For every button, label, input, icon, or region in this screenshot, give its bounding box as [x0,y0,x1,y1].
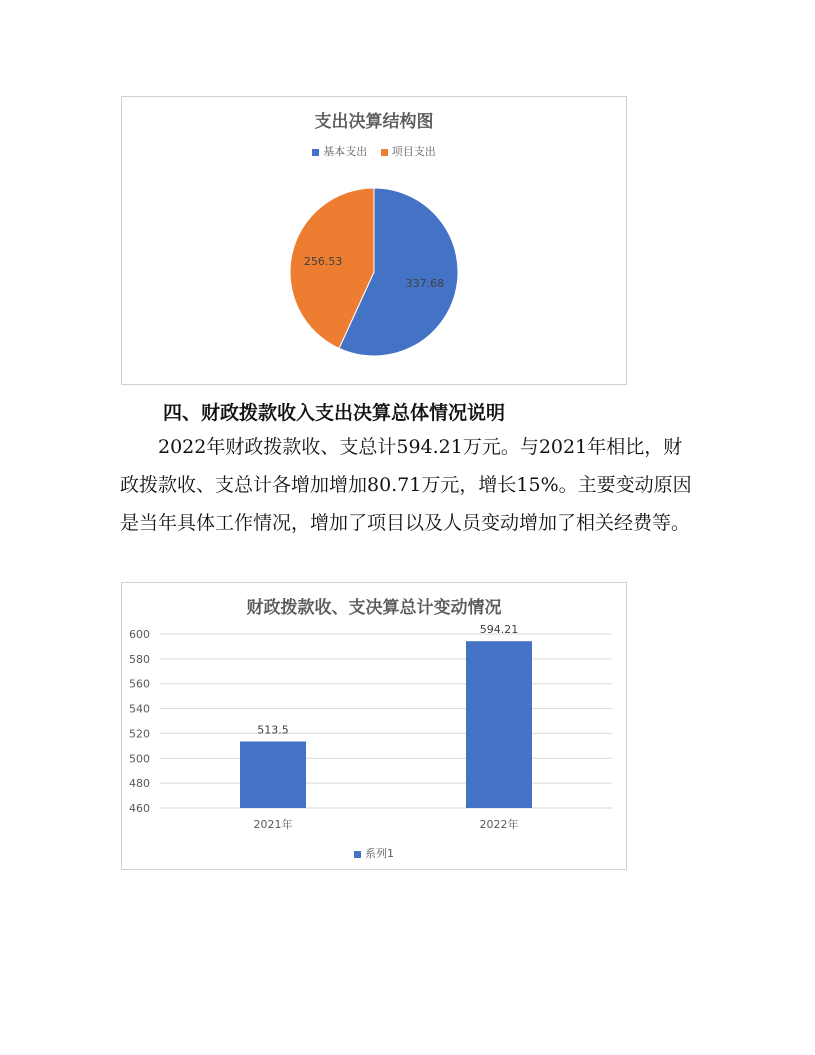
section-paragraph: 2022年财政拨款收、支总计594.21万元。与2021年相比，财政拨款收、支总计各增加增加80.71万元，增长15%。主要变动原因是当年具体工作情况，增加了项目以及人员变动增加了相关经费等。 [120,436,692,534]
y-tick-label-600: 600 [129,628,150,641]
pie-chart-title: 支出决算结构图 [314,112,434,132]
y-tick-label-540: 540 [129,702,150,716]
y-tick-label-580: 580 [129,652,150,666]
bar-chart-title: 财政拨款收、支决算总计变动情况 [246,598,502,618]
bar-2022年 [466,641,532,808]
legend-label-series1: 系列1 [365,847,394,860]
x-tick-label-2021年: 2021年 [253,818,293,831]
bar-legend [122,845,626,861]
legend-label-basic: 基本支出 [323,145,368,158]
y-tick-label-460: 460 [129,802,150,815]
pie-data-label-project: 256.53 [303,254,343,268]
bar-plot [122,583,626,869]
bar-2021年 [240,742,306,808]
legend-swatch-series1 [354,851,361,858]
y-tick-label-500: 500 [129,752,150,766]
y-tick-label-520: 520 [129,727,150,741]
pie-chart [121,96,627,385]
legend-label-project: 项目支出 [391,145,436,158]
section-heading: 四、财政拨款收入支出决算总体情况说明 [163,402,506,424]
y-tick-label-560: 560 [129,677,150,691]
bar-data-label-2022年: 594.21 [479,623,519,637]
pie-data-label-basic: 337.68 [405,277,445,291]
y-tick-label-480: 480 [129,777,150,791]
legend-item-series1 [354,845,394,861]
bar-chart [121,582,627,870]
pie-plot [122,97,626,384]
bar-data-label-2021年: 513.5 [257,723,289,737]
x-tick-label-2022年: 2022年 [479,818,519,831]
